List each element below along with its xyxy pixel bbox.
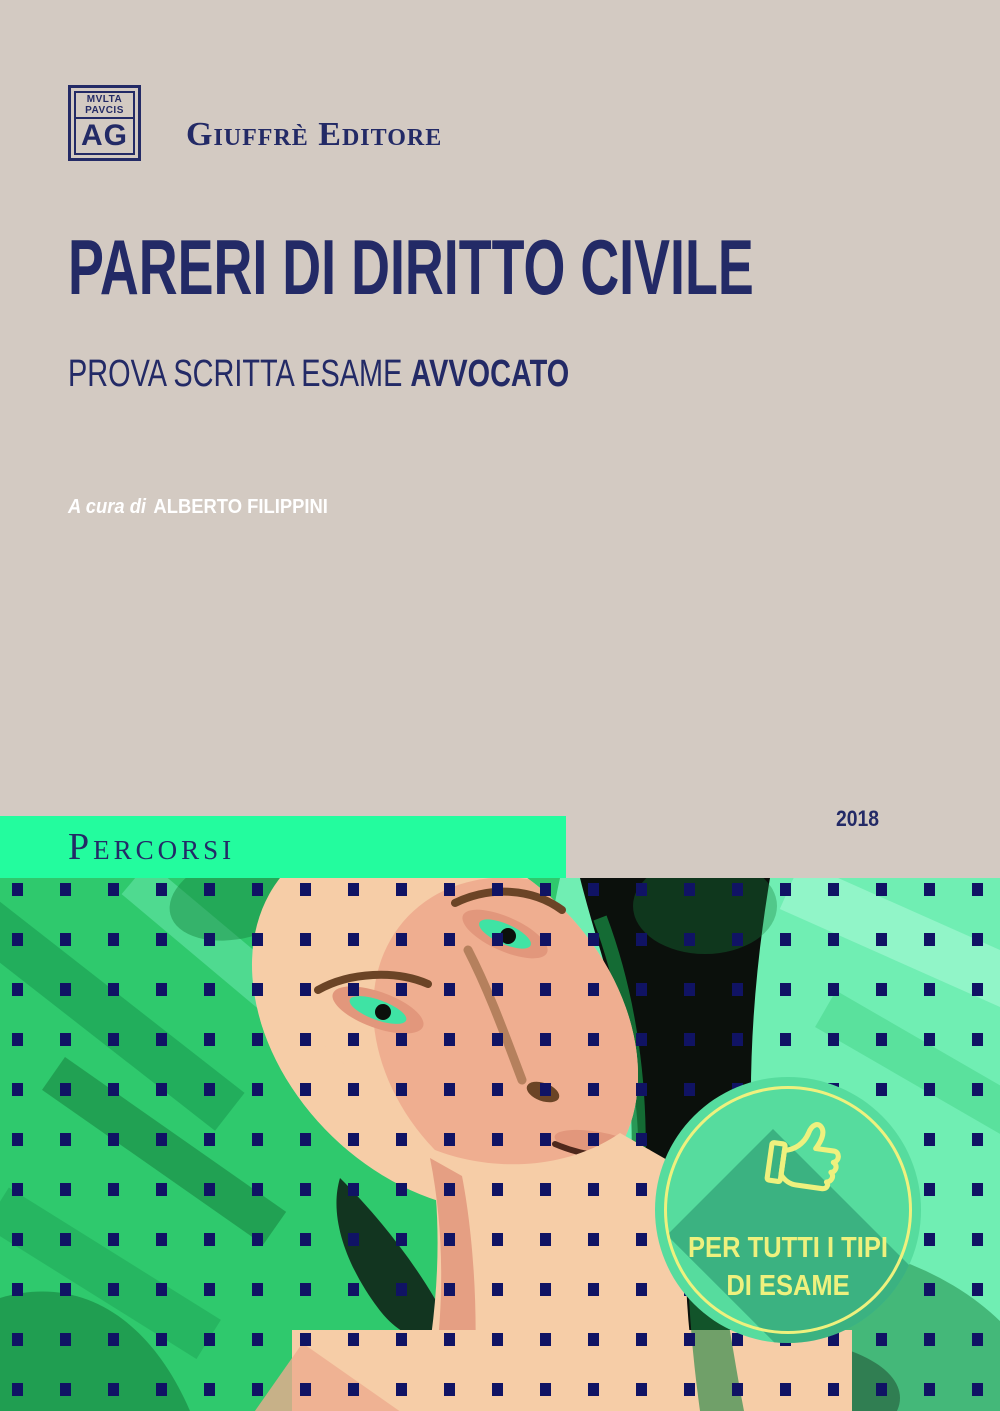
grid-dot [684,1333,695,1346]
grid-dot [876,1033,887,1046]
grid-dot [12,883,23,896]
grid-dot [972,1083,983,1096]
grid-dot [108,1183,119,1196]
grid-dot [636,1383,647,1396]
grid-dot [60,1133,71,1146]
grid-dot [444,1383,455,1396]
grid-dot [924,1183,935,1196]
grid-dot [588,1083,599,1096]
grid-dot [636,1083,647,1096]
grid-dot [156,1233,167,1246]
grid-dot [492,1183,503,1196]
grid-dot [396,1083,407,1096]
grid-dot [12,1033,23,1046]
logo-motto-line1: MVLTA [86,94,123,105]
grid-dot [348,1383,359,1396]
logo-motto-line2: PAVCIS [85,104,124,116]
grid-dot [156,983,167,996]
grid-dot [60,1383,71,1396]
grid-dot [540,933,551,946]
grid-dot [588,1333,599,1346]
grid-dot [492,1233,503,1246]
grid-dot [60,1333,71,1346]
publisher-logo [68,85,141,161]
grid-dot [684,983,695,996]
grid-dot [108,883,119,896]
grid-dot [924,1133,935,1146]
grid-dot [204,1233,215,1246]
grid-dot [60,883,71,896]
grid-dot [828,983,839,996]
grid-dot [972,1233,983,1246]
grid-dot [924,933,935,946]
grid-dot [588,1383,599,1396]
grid-dot [684,1383,695,1396]
grid-dot [156,1183,167,1196]
grid-dot [444,1133,455,1146]
grid-dot [540,1233,551,1246]
grid-dot [60,1283,71,1296]
grid-dot [12,1333,23,1346]
grid-dot [60,983,71,996]
grid-dot [348,1333,359,1346]
grid-dot [444,1233,455,1246]
grid-dot [780,983,791,996]
grid-dot [588,883,599,896]
grid-dot [492,933,503,946]
curator-name: ALBERTO FILIPPINI [153,496,328,518]
grid-dot [540,983,551,996]
grid-dot [300,1233,311,1246]
grid-dot [300,1383,311,1396]
badge-text-line2: DI ESAME [726,1270,850,1302]
grid-dot [396,1383,407,1396]
grid-dot [636,1233,647,1246]
grid-dot [636,1133,647,1146]
grid-dot [12,1133,23,1146]
grid-dot [972,1033,983,1046]
grid-dot [12,1083,23,1096]
curator-line [68,495,328,519]
grid-dot [780,933,791,946]
grid-dot [396,1333,407,1346]
grid-dot [540,1133,551,1146]
grid-dot [780,1383,791,1396]
grid-dot [156,933,167,946]
grid-dot [252,1183,263,1196]
grid-dot [12,1383,23,1396]
promo-badge [655,1077,921,1343]
grid-dot [60,1083,71,1096]
grid-dot [588,1133,599,1146]
grid-dot [108,1333,119,1346]
grid-dot [396,983,407,996]
grid-dot [732,1383,743,1396]
grid-dot [588,1283,599,1296]
grid-dot [300,883,311,896]
grid-dot [492,1083,503,1096]
grid-dot [108,983,119,996]
thumbs-up-icon [752,1099,856,1203]
grid-dot [492,1133,503,1146]
grid-dot [12,1283,23,1296]
grid-dot [12,983,23,996]
grid-dot [924,1333,935,1346]
grid-dot [252,983,263,996]
grid-dot [300,1033,311,1046]
grid-dot [396,1283,407,1296]
book-title: PARERI DI DIRITTO CIVILE [68,223,754,311]
grid-dot [636,883,647,896]
subtitle-regular: PROVA SCRITTA ESAME [68,353,411,395]
grid-dot [396,1183,407,1196]
grid-dot [828,1033,839,1046]
grid-dot [108,1083,119,1096]
grid-dot [972,1133,983,1146]
grid-dot [540,1183,551,1196]
grid-dot [876,883,887,896]
grid-dot [540,1083,551,1096]
grid-dot [444,1283,455,1296]
grid-dot [60,1233,71,1246]
grid-dot [828,1383,839,1396]
grid-dot [348,983,359,996]
grid-dot [444,883,455,896]
grid-dot [444,1083,455,1096]
grid-dot [396,883,407,896]
grid-dot [204,1033,215,1046]
grid-dot [252,933,263,946]
grid-dot [972,933,983,946]
grid-dot [204,1133,215,1146]
book-subtitle [68,352,569,396]
grid-dot [252,1033,263,1046]
grid-dot [156,1033,167,1046]
grid-dot [924,1233,935,1246]
grid-dot [972,1283,983,1296]
grid-dot [396,1133,407,1146]
grid-dot [540,1333,551,1346]
grid-dot [972,1333,983,1346]
grid-dot [252,883,263,896]
grid-dot [540,1383,551,1396]
grid-dot [204,1383,215,1396]
grid-dot [252,1233,263,1246]
grid-dot [972,883,983,896]
grid-dot [300,933,311,946]
grid-dot [156,1383,167,1396]
grid-dot [60,933,71,946]
series-band [0,816,566,878]
grid-dot [684,1033,695,1046]
grid-dot [204,1183,215,1196]
publisher-logo-initials: AG [81,119,128,152]
grid-dot [924,983,935,996]
grid-dot [204,1083,215,1096]
grid-dot [156,1083,167,1096]
grid-dot [300,1133,311,1146]
grid-dot [732,883,743,896]
grid-dot [924,1283,935,1296]
grid-dot [876,1383,887,1396]
grid-dot [348,1183,359,1196]
grid-dot [588,983,599,996]
grid-dot [876,1083,887,1096]
grid-dot [540,1033,551,1046]
grid-dot [924,1033,935,1046]
grid-dot [540,883,551,896]
grid-dot [300,1183,311,1196]
grid-dot [444,1183,455,1196]
grid-dot [492,1333,503,1346]
grid-dot [252,1083,263,1096]
grid-dot [684,883,695,896]
grid-dot [492,1033,503,1046]
grid-dot [636,1033,647,1046]
grid-dot [924,1383,935,1396]
grid-dot [828,933,839,946]
grid-dot [636,933,647,946]
grid-dot [492,1283,503,1296]
grid-dot [492,883,503,896]
grid-dot [60,1033,71,1046]
grid-dot [876,933,887,946]
grid-dot [444,983,455,996]
grid-dot [204,1283,215,1296]
grid-dot [156,1283,167,1296]
grid-dot [636,1333,647,1346]
grid-dot [732,983,743,996]
grid-dot [972,1383,983,1396]
publisher-logo-motto [76,93,133,119]
grid-dot [396,1033,407,1046]
grid-dot [204,933,215,946]
publisher-logo-inner [74,91,135,155]
grid-dot [684,933,695,946]
grid-dot [828,883,839,896]
grid-dot [108,1033,119,1046]
grid-dot [540,1283,551,1296]
grid-dot [444,1333,455,1346]
grid-dot [108,1233,119,1246]
grid-dot [204,983,215,996]
curator-prefix: A cura di [68,496,147,518]
grid-dot [732,933,743,946]
grid-dot [780,883,791,896]
grid-dot [972,983,983,996]
grid-dot [492,1383,503,1396]
grid-dot [492,983,503,996]
grid-dot [252,1333,263,1346]
grid-dot [300,983,311,996]
grid-dot [444,1033,455,1046]
grid-dot [204,1333,215,1346]
grid-dot [60,1183,71,1196]
grid-dot [588,1033,599,1046]
publisher-name: Giuffrè Editore [186,116,443,153]
grid-dot [684,1083,695,1096]
grid-dot [252,1133,263,1146]
grid-dot [300,1283,311,1296]
grid-dot [12,933,23,946]
badge-text-line1: PER TUTTI I TIPI [688,1232,888,1264]
grid-dot [204,883,215,896]
series-label: Percorsi [68,826,236,868]
grid-dot [588,1183,599,1196]
grid-dot [348,1133,359,1146]
grid-dot [636,1283,647,1296]
edition-year: 2018 [836,806,880,831]
grid-dot [252,1383,263,1396]
grid-dot [348,1283,359,1296]
grid-dot [348,933,359,946]
grid-dot [588,1233,599,1246]
grid-dot [156,1133,167,1146]
grid-dot [12,1233,23,1246]
grid-dot [156,883,167,896]
grid-dot [348,1033,359,1046]
grid-dot [348,1233,359,1246]
grid-dot [972,1183,983,1196]
grid-dot [780,1033,791,1046]
grid-dot [924,883,935,896]
grid-dot [108,933,119,946]
grid-dot [108,1383,119,1396]
grid-dot [348,883,359,896]
grid-dot [108,1283,119,1296]
grid-dot [924,1083,935,1096]
grid-dot [300,1333,311,1346]
grid-dot [636,1183,647,1196]
grid-dot [348,1083,359,1096]
grid-dot [732,1033,743,1046]
cover-artwork [0,878,1000,1411]
grid-dot [156,1333,167,1346]
grid-dot [588,933,599,946]
grid-dot [636,983,647,996]
grid-dot [444,933,455,946]
grid-dot [396,1233,407,1246]
grid-dot [732,1333,743,1346]
grid-dot [12,1183,23,1196]
grid-dot [252,1283,263,1296]
grid-dot [108,1133,119,1146]
subtitle-bold: AVVOCATO [410,353,570,395]
grid-dot [396,933,407,946]
grid-dot [300,1083,311,1096]
grid-dot [876,983,887,996]
badge-text [671,1229,905,1305]
